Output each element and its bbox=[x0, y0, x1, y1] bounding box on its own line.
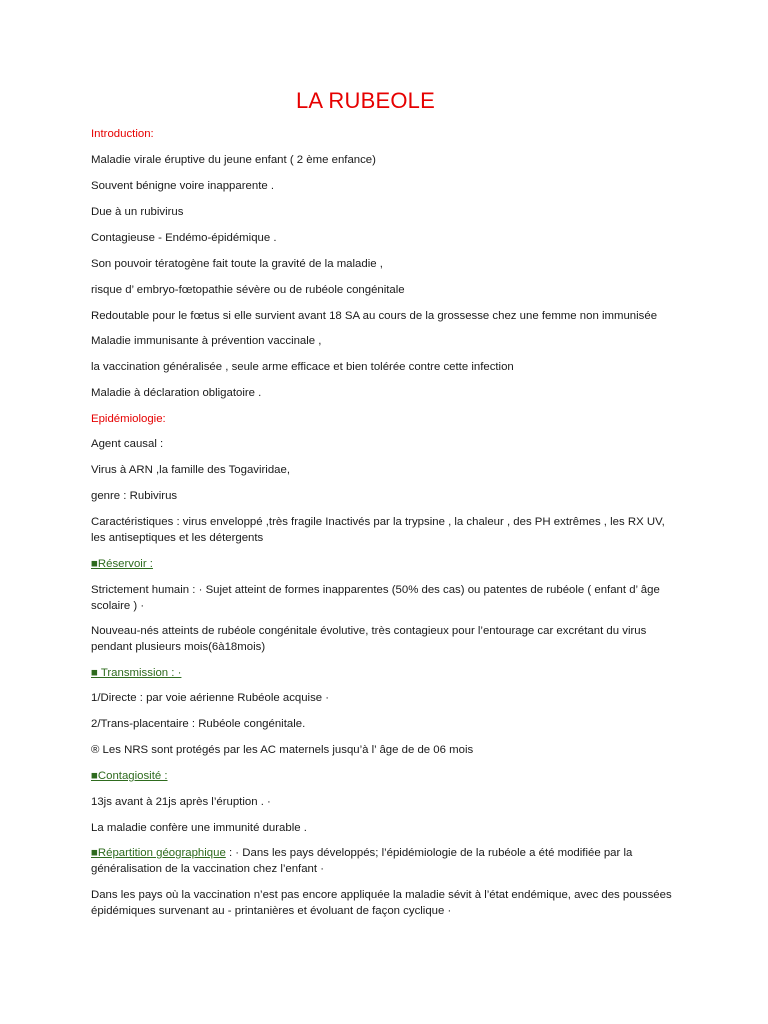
transmission-heading: ■ Transmission : · bbox=[91, 667, 182, 679]
intro-line: Maladie à déclaration obligatoire . bbox=[91, 387, 262, 399]
repartition-text: : · Dans les pays développés; l’épidémiologie de la rubéole a été modifiée par la généralisation de la vaccination chez l’enfant · bbox=[91, 847, 633, 875]
intro-line: risque d’ embryo-fœtopathie sévère ou de rubéole congénitale bbox=[91, 284, 405, 296]
intro-line: Due à un rubivirus bbox=[91, 206, 184, 218]
contagiosite-line: 13js avant à 21js après l’éruption . · bbox=[91, 796, 271, 808]
transmission-line: 1/Directe : par voie aérienne Rubéole acquise · bbox=[91, 692, 330, 704]
reservoir-heading: ■Réservoir : bbox=[91, 558, 153, 570]
transmission-line: ® Les NRS sont protégés par les AC maternels jusqu’à l’ âge de de 06 mois bbox=[91, 744, 474, 756]
intro-line: Son pouvoir tératogène fait toute la gravité de la maladie , bbox=[91, 258, 383, 270]
intro-line: Maladie virale éruptive du jeune enfant ( 2 ème enfance) bbox=[91, 154, 376, 166]
epidemiologie-heading: Epidémiologie: bbox=[91, 413, 166, 425]
reservoir-line: Nouveau-nés atteints de rubéole congénitale évolutive, très contagieux pour l’entourage car excrétant du virus pendant plusieurs mois(6à18mois) bbox=[91, 625, 647, 653]
epidemio-line: Caractéristiques : virus enveloppé ,très fragile Inactivés par la trypsine , la chaleur , des PH extrêmes , les RX UV, les antiseptiques et les détergents bbox=[91, 516, 665, 544]
page-title: LA RUBEOLE bbox=[296, 88, 435, 113]
contagiosite-heading: ■Contagiosité : bbox=[91, 770, 168, 782]
epidemio-line: genre : Rubivirus bbox=[91, 490, 178, 502]
repartition-paragraph bbox=[91, 845, 681, 877]
transmission-line: 2/Trans-placentaire : Rubéole congénitale. bbox=[91, 718, 306, 730]
intro-line: Maladie immunisante à prévention vaccinale , bbox=[91, 335, 322, 347]
intro-line: la vaccination généralisée , seule arme efficace et bien tolérée contre cette infection bbox=[91, 361, 514, 373]
intro-line: Contagieuse - Endémo-épidémique . bbox=[91, 232, 277, 244]
introduction-heading: Introduction: bbox=[91, 128, 154, 140]
contagiosite-line: La maladie confère une immunité durable . bbox=[91, 822, 307, 834]
epidemio-line: Agent causal : bbox=[91, 438, 164, 450]
repartition-line: Dans les pays où la vaccination n’est pas encore appliquée la maladie sévit à l’état endémique, avec des poussées épidémiques survenant au - printanières et évoluant de façon cyclique · bbox=[91, 889, 672, 917]
intro-line: Souvent bénigne voire inapparente . bbox=[91, 180, 275, 192]
repartition-heading: ■Répartition géographique bbox=[91, 847, 226, 859]
epidemio-line: Virus à ARN ,la famille des Togaviridae, bbox=[91, 464, 291, 476]
intro-line: Redoutable pour le fœtus si elle survient avant 18 SA au cours de la grossesse chez une femme non immunisée bbox=[91, 310, 658, 322]
reservoir-line: Strictement humain : · Sujet atteint de formes inapparentes (50% des cas) ou patentes de rubéole ( enfant d’ âge scolaire ) · bbox=[91, 584, 660, 612]
